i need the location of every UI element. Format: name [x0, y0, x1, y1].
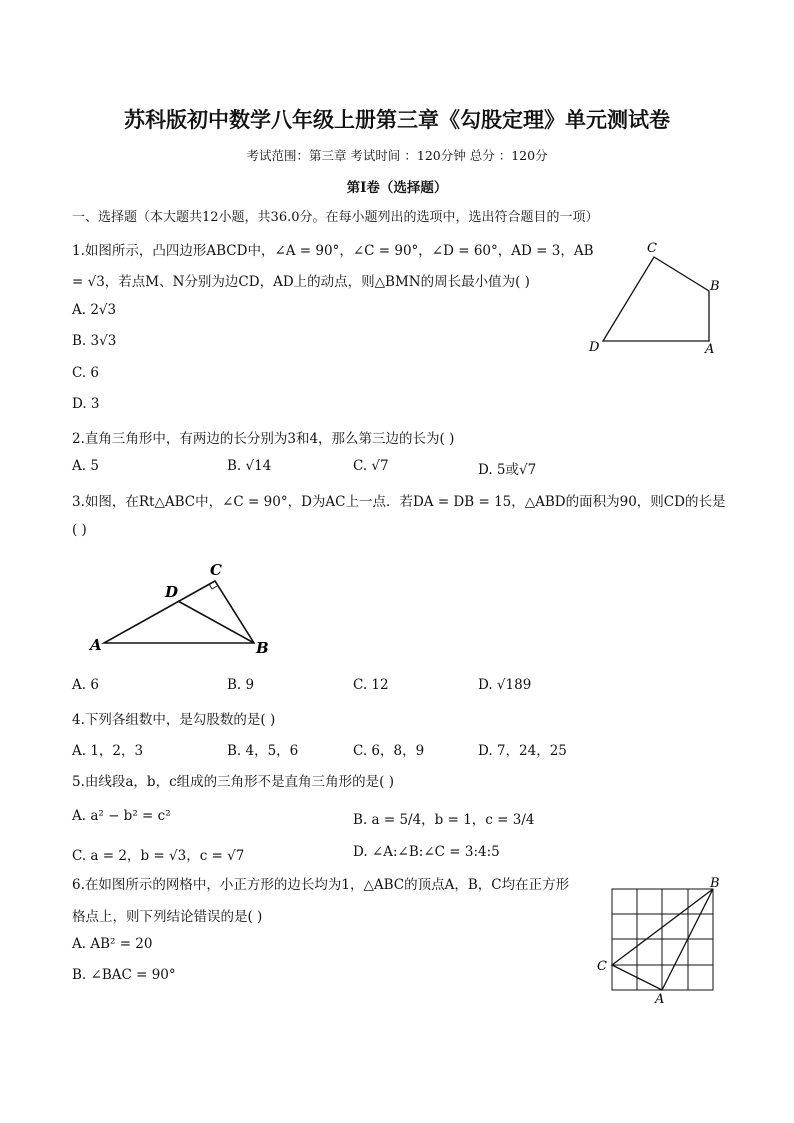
q4-option-b[interactable]: B. 4，5，6 — [227, 743, 299, 759]
q2-option-c[interactable]: C. √7 — [353, 458, 389, 474]
q1-option-b[interactable]: B. 3√3 — [72, 333, 117, 349]
q2-stem: 2.直角三角形中，有两边的长分别为3和4，那么第三边的长为( ) — [72, 431, 455, 447]
label-c: C — [210, 561, 222, 579]
q2-option-b[interactable]: B. √14 — [227, 458, 272, 474]
label-b: B — [710, 876, 720, 891]
q6-stem-line1: 6.在如图所示的网格中，小正方形的边长均为1，△ABC的顶点A，B，C均在正方形 — [72, 877, 570, 893]
q5-option-d[interactable]: D. ∠A:∠B:∠C = 3:4:5 — [353, 844, 500, 860]
q2-option-a[interactable]: A. 5 — [72, 458, 99, 474]
q5-option-c[interactable]: C. a = 2，b = √3，c = √7 — [72, 848, 245, 864]
q3-option-b[interactable]: B. 9 — [227, 677, 255, 693]
q2-option-d[interactable]: D. 5或√7 — [478, 462, 537, 478]
label-c: C — [647, 241, 657, 256]
q1-option-d[interactable]: D. 3 — [72, 396, 100, 412]
q4-option-c[interactable]: C. 6，8，9 — [353, 743, 425, 759]
volume-heading: 第I卷（选择题） — [346, 180, 448, 196]
label-d: D — [589, 340, 600, 355]
q3-option-d[interactable]: D. √189 — [478, 677, 532, 693]
label-a: A — [655, 992, 665, 1007]
q3-stem-line1: 3.如图，在Rt△ABC中，∠C = 90°，D为AC上一点．若DA = DB = 15，△ABD的面积为90，则CD的长是 — [72, 494, 726, 510]
grid-lines — [612, 889, 713, 990]
label-a: A — [90, 636, 102, 654]
q1-option-c[interactable]: C. 6 — [72, 365, 100, 381]
section-heading: 一、选择题（本大题共12小题，共36.0分。在每小题列出的选项中，选出符合题目的一项） — [72, 210, 599, 225]
q4-option-d[interactable]: D. 7，24，25 — [478, 743, 567, 759]
q3-option-c[interactable]: C. 12 — [353, 677, 389, 693]
q6-stem-line2: 格点上，则下列结论错误的是( ) — [72, 909, 263, 925]
q3-stem-line2: ( ) — [72, 522, 87, 538]
q6-option-a[interactable]: A. AB² = 20 — [72, 936, 153, 952]
label-d: D — [165, 583, 179, 601]
label-b: B — [256, 639, 269, 657]
q5-stem: 5.由线段a，b，c组成的三角形不是直角三角形的是( ) — [72, 774, 394, 790]
page-title: 苏科版初中数学八年级上册第三章《勾股定理》单元测试卷 — [124, 107, 670, 132]
exam-info: 考试范围：第三章 考试时间 ：120分钟 总分 ：120分 — [246, 148, 548, 163]
q6-option-b[interactable]: B. ∠BAC = 90° — [72, 967, 176, 983]
q5-option-b[interactable]: B. a = 5/4，b = 1，c = 3/4 — [353, 812, 535, 828]
q5-option-a[interactable]: A. a² − b² = c² — [72, 808, 171, 824]
q1-stem-line1: 1.如图所示，凸四边形ABCD中，∠A = 90°，∠C = 90°，∠D = 60°，AD = 3，AB — [72, 243, 594, 259]
label-b: B — [710, 279, 720, 294]
q1-option-a[interactable]: A. 2√3 — [72, 302, 117, 318]
label-c: C — [597, 959, 607, 974]
q3-option-a[interactable]: A. 6 — [72, 677, 99, 693]
q4-stem: 4.下列各组数中，是勾股数的是( ) — [72, 712, 276, 728]
label-a: A — [705, 342, 715, 357]
q4-option-a[interactable]: A. 1，2，3 — [72, 743, 144, 759]
q1-stem-line2: = √3，若点M、N分别为边CD，AD上的动点，则△BMN的周长最小值为( ) — [72, 274, 530, 290]
